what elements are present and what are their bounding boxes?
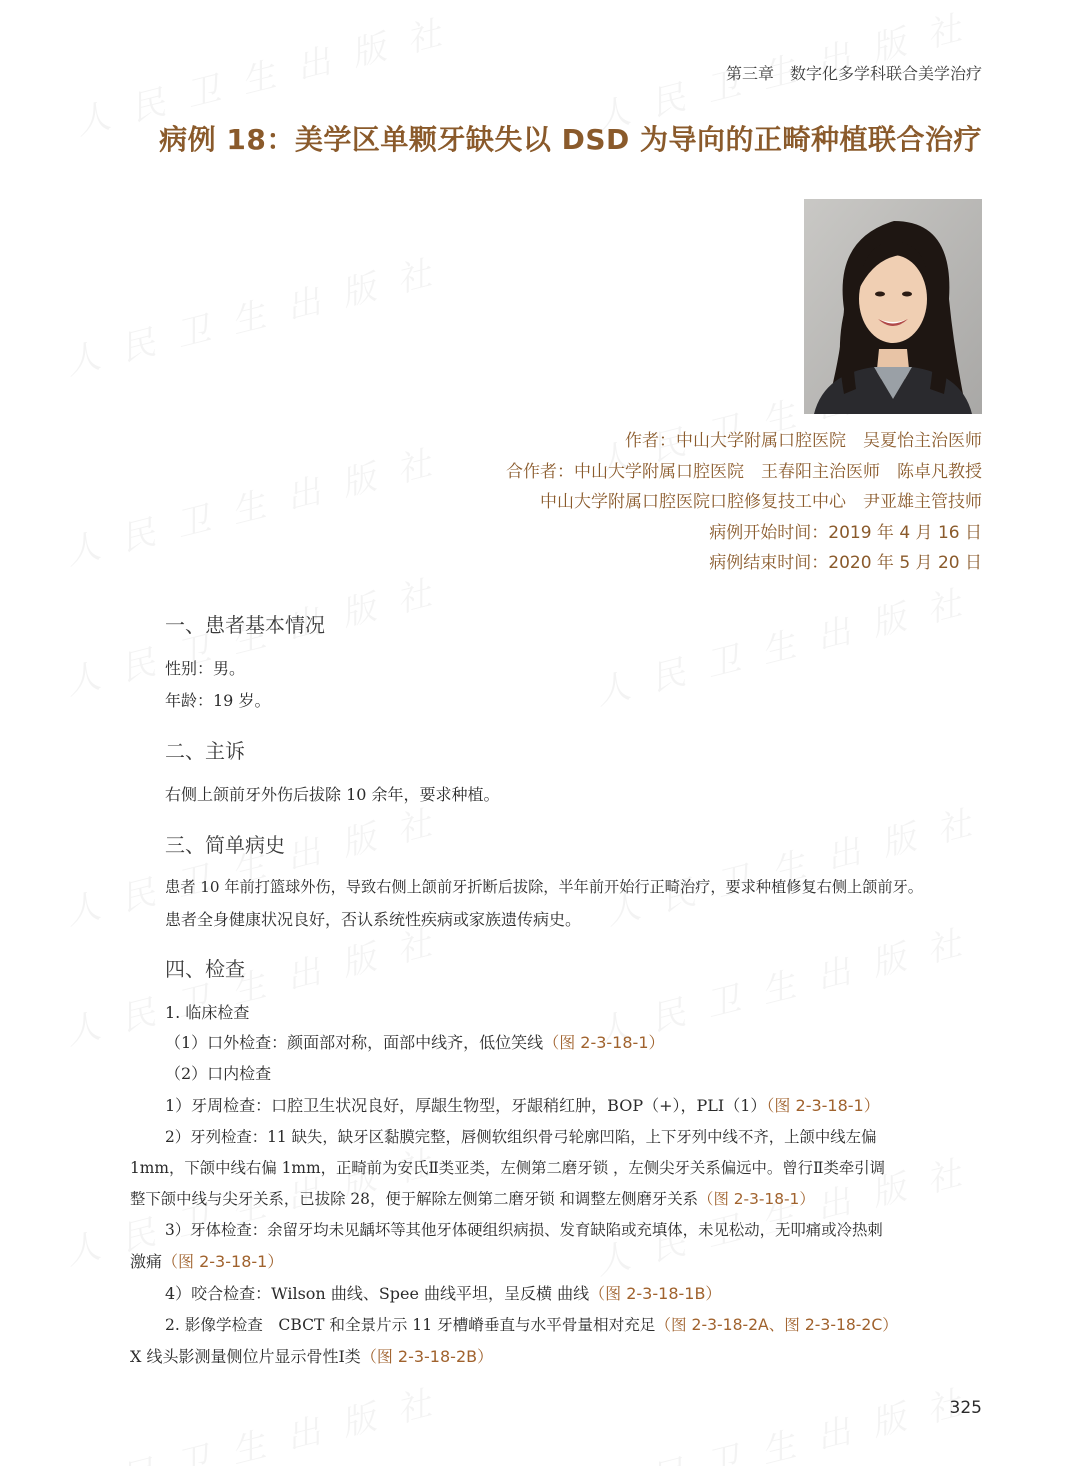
- history-line-1: 患者 10 年前打篮球外伤，导致右侧上颌前牙折断后拔除，半年前开始行正畸治疗，要求种植修复右侧上颌前牙。: [165, 878, 923, 896]
- history-line-2: 患者全身健康状况良好，否认系统性疾病或家族遗传病史。: [165, 910, 582, 929]
- section-heading-basic-info: 一、患者基本情况: [165, 613, 325, 637]
- extraoral-exam-text: （1）口外检查：颜面部对称，面部中线齐，低位笑线: [165, 1033, 544, 1052]
- coauthor-line: 合作者：中山大学附属口腔医院 王春阳主治医师 陈卓凡教授: [506, 461, 982, 482]
- imaging-exam-text: 2. 影像学检查 CBCT 和全景片示 11 牙槽嵴垂直与水平骨量相对充足: [165, 1316, 656, 1334]
- occlusion-exam-text: 4）咬合检查：Wilson 曲线、Spee 曲线平坦，呈反横 曲线: [165, 1284, 590, 1303]
- dentition-exam-line-2: 1mm，下颌中线右偏 1mm，正畸前为安氏Ⅱ类亚类，左侧第二磨牙锁 ，左侧尖牙关系偏远中。曾行Ⅱ类牵引调: [130, 1159, 886, 1177]
- imaging-exam-line-1: [165, 1313, 898, 1335]
- figure-reference[interactable]: （图 2-3-18-1）: [543, 1033, 665, 1052]
- imaging-exam-line-2: [130, 1344, 493, 1367]
- dentition-exam-text: 整下颌中线与尖牙关系，已拔除 28，便于解除左侧第二磨牙锁 和调整左侧磨牙关系: [130, 1190, 699, 1208]
- figure-reference[interactable]: （图 2-3-18-2A、图 2-3-18-2C）: [655, 1316, 898, 1334]
- extraoral-exam: [165, 1030, 665, 1053]
- page-number: 325: [949, 1398, 982, 1418]
- figure-reference[interactable]: （图 2-3-18-1B）: [589, 1284, 722, 1303]
- author-line: 作者：中山大学附属口腔医院 吴夏怡主治医师: [625, 431, 982, 451]
- dentition-exam-line-1: 2）牙列检查：11 缺失，缺牙区黏膜完整，唇侧软组织骨弓轮廓凹陷，上下牙列中线不齐，上颌中线左偏: [165, 1128, 877, 1146]
- chapter-title: 数字化多学科联合美学治疗: [789, 64, 982, 83]
- clinical-exam-heading: 1. 临床检查: [165, 1003, 250, 1022]
- section-heading-exam: 四、检查: [165, 957, 245, 981]
- imaging-exam-text-2: X 线头影测量侧位片显示骨性Ⅰ类: [130, 1347, 361, 1366]
- case-title: 病例 18：美学区单颗牙缺失以 DSD 为导向的正畸种植联合治疗: [159, 123, 982, 156]
- figure-reference[interactable]: （图 2-3-18-2B）: [360, 1347, 494, 1366]
- dentition-exam-line-3: [130, 1187, 815, 1209]
- section-heading-complaint: 二、主诉: [165, 739, 245, 763]
- chapter-number: 第三章: [725, 64, 774, 83]
- credits-block: [506, 426, 982, 579]
- intraoral-exam-heading: （2）口内检查: [165, 1064, 272, 1083]
- patient-sex: 性别：男。: [165, 659, 246, 678]
- case-start-date: 病例开始时间：2019 年 4 月 16 日: [709, 522, 982, 543]
- portrait-illustration: [804, 199, 982, 414]
- periodontal-exam-text: 1）牙周检查：口腔卫生状况良好，厚龈生物型，牙龈稍红肿，BOP（+），PLI（1）: [165, 1096, 767, 1115]
- chief-complaint: 右侧上颌前牙外伤后拔除 10 余年，要求种植。: [165, 785, 500, 804]
- teeth-exam-line-1: 3）牙体检查：余留牙均未见龋坏等其他牙体硬组织病损、发育缺陷或充填体，未见松动，无叩痛或冷热刺: [165, 1221, 883, 1239]
- occlusion-exam: [165, 1281, 721, 1304]
- running-head: [726, 61, 982, 84]
- section-heading-history: 三、简单病史: [165, 833, 285, 857]
- author-portrait: [804, 199, 982, 414]
- periodontal-exam: [165, 1093, 880, 1116]
- teeth-exam-line-2: [130, 1249, 283, 1272]
- coauthor-line-2: 中山大学附属口腔医院口腔修复技工中心 尹亚雄主管技师: [540, 492, 982, 512]
- figure-reference[interactable]: （图 2-3-18-1）: [766, 1096, 880, 1115]
- patient-age: 年龄：19 岁。: [165, 691, 271, 710]
- teeth-exam-text: 激痛: [130, 1252, 163, 1271]
- figure-reference[interactable]: （图 2-3-18-1）: [162, 1252, 284, 1271]
- figure-reference[interactable]: （图 2-3-18-1）: [698, 1190, 815, 1208]
- case-end-date: 病例结束时间：2020 年 5 月 20 日: [709, 553, 982, 573]
